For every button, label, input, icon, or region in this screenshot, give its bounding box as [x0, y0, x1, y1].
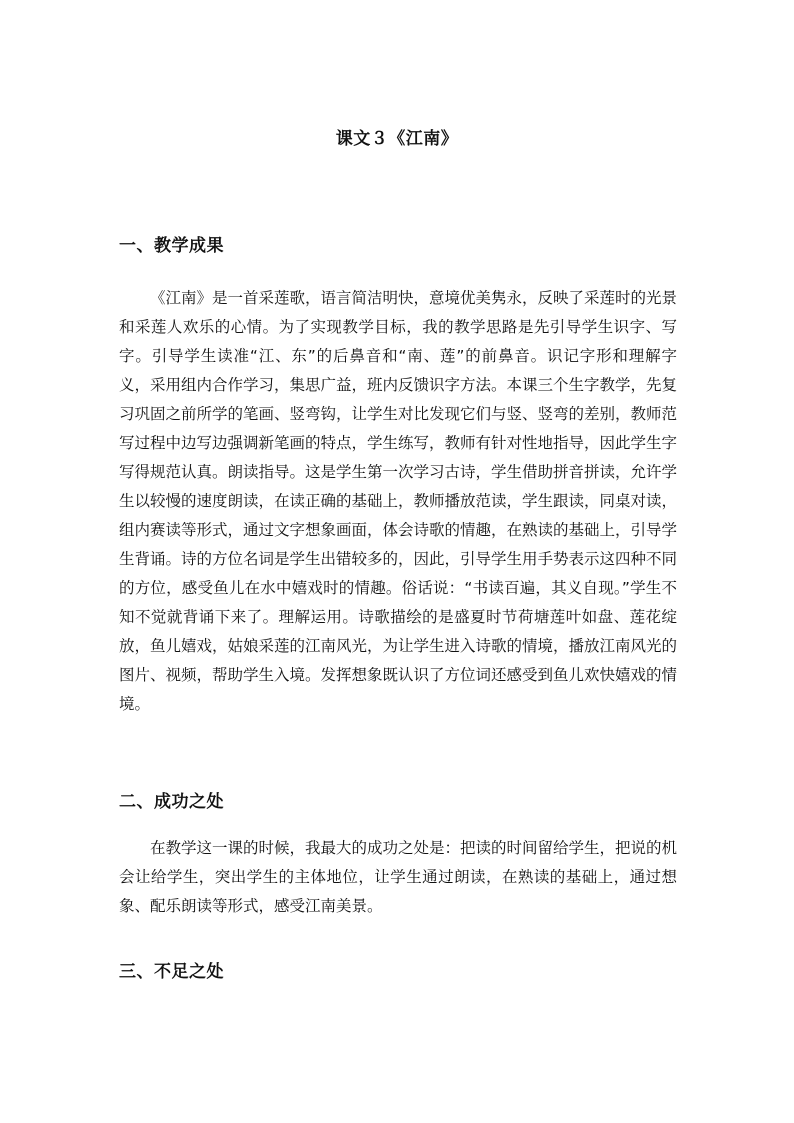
- section-body-teaching-results: 《江南》是一首采莲歌，语言简洁明快，意境优美隽永，反映了采莲时的光景和采莲人欢乐的心情。为了实现教学目标，我的教学思路是先引导学生识字、写字。引导学生读准“江、东”的后鼻音和“南、莲”的前鼻音。识记字形和理解字义，采用组内合作学习，集思广益，班内反馈识字方法。本课三个生字教学，先复习巩固之前所学的笔画、竖弯钩，让学生对比发现它们与竖、竖弯的差别，教师范写过程中边写边强调新笔画的特点，学生练写，教师有针对性地指导，因此学生字写得规范认真。朗读指导。这是学生第一次学习古诗，学生借助拼音拼读，允许学生以较慢的速度朗读，在读正确的基础上，教师播放范读，学生跟读，同桌对读，组内赛读等形式，通过文字想象画面，体会诗歌的情趣，在熟读的基础上，引导学生背诵。诗的方位名词是学生出错较多的，因此，引导学生用手势表示这四种不同的方位，感受鱼儿在水中嬉戏时的情趣。俗话说：“书读百遍，其义自现。”学生不知不觉就背诵下来了。理解运用。诗歌描绘的是盛夏时节荷塘莲叶如盘、莲花绽放，鱼儿嬉戏，姑娘采莲的江南风光，为让学生进入诗歌的情境，播放江南风光的图片、视频，帮助学生入境。发挥想象既认识了方位词还感受到鱼儿欢快嬉戏的情境。: [119, 289, 678, 713]
- section-body-successes: 在教学这一课的时候，我最大的成功之处是：把读的时间留给学生，把说的机会让给学生，突出学生的主体地位，让学生通过朗读，在熟读的基础上，通过想象、配乐朗读等形式，感受江南美景。: [119, 839, 678, 915]
- section-heading-teaching-results: 一、教学成果: [119, 236, 224, 256]
- section-heading-shortcomings: 三、不足之处: [119, 962, 224, 982]
- section-heading-successes: 二、成功之处: [119, 792, 224, 812]
- page-title: 课文３《江南》: [335, 129, 459, 149]
